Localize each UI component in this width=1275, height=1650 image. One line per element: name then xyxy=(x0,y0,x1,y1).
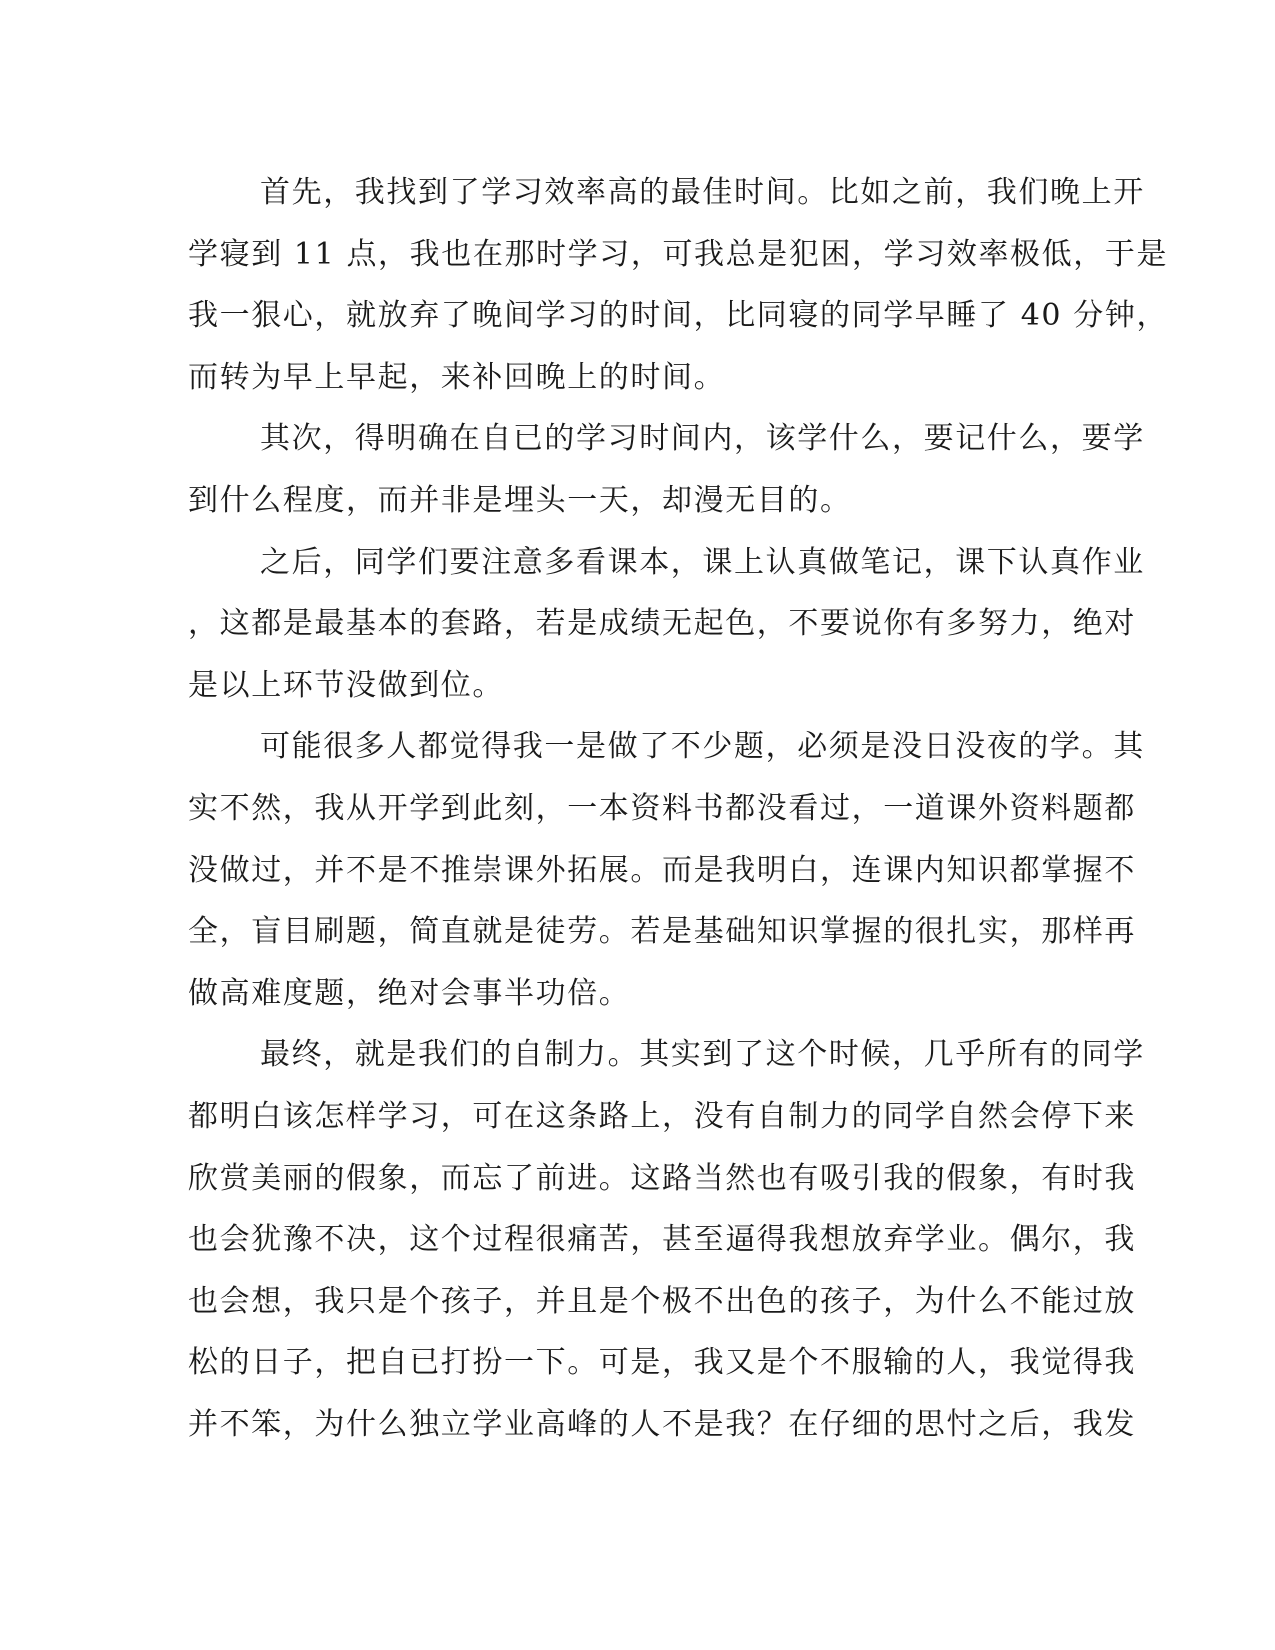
paragraph-5-line-1: 最终，就是我们的自制力。其实到了这个时候，几乎所有的同学 xyxy=(260,1037,1145,1073)
paragraph-5-line-3: 欣赏美丽的假象，而忘了前进。这路当然也有吸引我的假象，有时我 xyxy=(188,1160,1136,1196)
paragraph-1-line-4: 而转为早上早起，来补回晚上的时间。 xyxy=(188,359,726,395)
paragraph-1-line-2: 学寝到 11 点，我也在那时学习，可我总是犯困，学习效率极低，于是 xyxy=(188,236,1169,272)
paragraph-5-line-4: 也会犹豫不决，这个过程很痛苦，甚至逼得我想放弃学业。偶尔，我 xyxy=(188,1222,1136,1258)
document-body xyxy=(188,162,1169,1455)
paragraph-4-line-2: 实不然，我从开学到此刻，一本资料书都没看过，一道课外资料题都 xyxy=(188,790,1136,826)
paragraph-4-line-4: 全，盲目刷题，简直就是徒劳。若是基础知识掌握的很扎实，那样再 xyxy=(188,914,1136,950)
paragraph-5-line-7: 并不笨，为什么独立学业高峰的人不是我？在仔细的思忖之后，我发 xyxy=(188,1406,1136,1442)
paragraph-5-line-2: 都明白该怎样学习，可在这条路上，没有自制力的同学自然会停下来 xyxy=(188,1098,1136,1134)
paragraph-2-line-2: 到什么程度，而并非是埋头一天，却漫无目的。 xyxy=(188,482,852,518)
paragraph-3-line-2: ，这都是最基本的套路，若是成绩无起色，不要说你有多努力，绝对 xyxy=(188,606,1136,642)
paragraph-5-line-5: 也会想，我只是个孩子，并且是个极不出色的孩子，为什么不能过放 xyxy=(188,1283,1136,1319)
paragraph-3-line-1: 之后，同学们要注意多看课本，课上认真做笔记，课下认真作业 xyxy=(260,544,1145,580)
paragraph-4-line-1: 可能很多人都觉得我一是做了不少题，必须是没日没夜的学。其 xyxy=(260,729,1145,765)
paragraph-5-line-6: 松的日子，把自已打扮一下。可是，我又是个不服输的人，我觉得我 xyxy=(188,1345,1136,1381)
paragraph-4-line-3: 没做过，并不是不推崇课外拓展。而是我明白，连课内知识都掌握不 xyxy=(188,852,1136,888)
paragraph-2-line-1: 其次，得明确在自已的学习时间内，该学什么，要记什么，要学 xyxy=(260,421,1145,457)
paragraph-1-line-3: 我一狠心，就放弃了晚间学习的时间，比同寝的同学早睡了 40 分钟， xyxy=(188,298,1169,334)
paragraph-4-line-5: 做高难度题，绝对会事半功倍。 xyxy=(188,975,631,1011)
paragraph-1-line-1: 首先，我找到了学习效率高的最佳时间。比如之前，我们晚上开 xyxy=(260,175,1145,210)
paragraph-3-line-3: 是以上环节没做到位。 xyxy=(188,667,504,703)
